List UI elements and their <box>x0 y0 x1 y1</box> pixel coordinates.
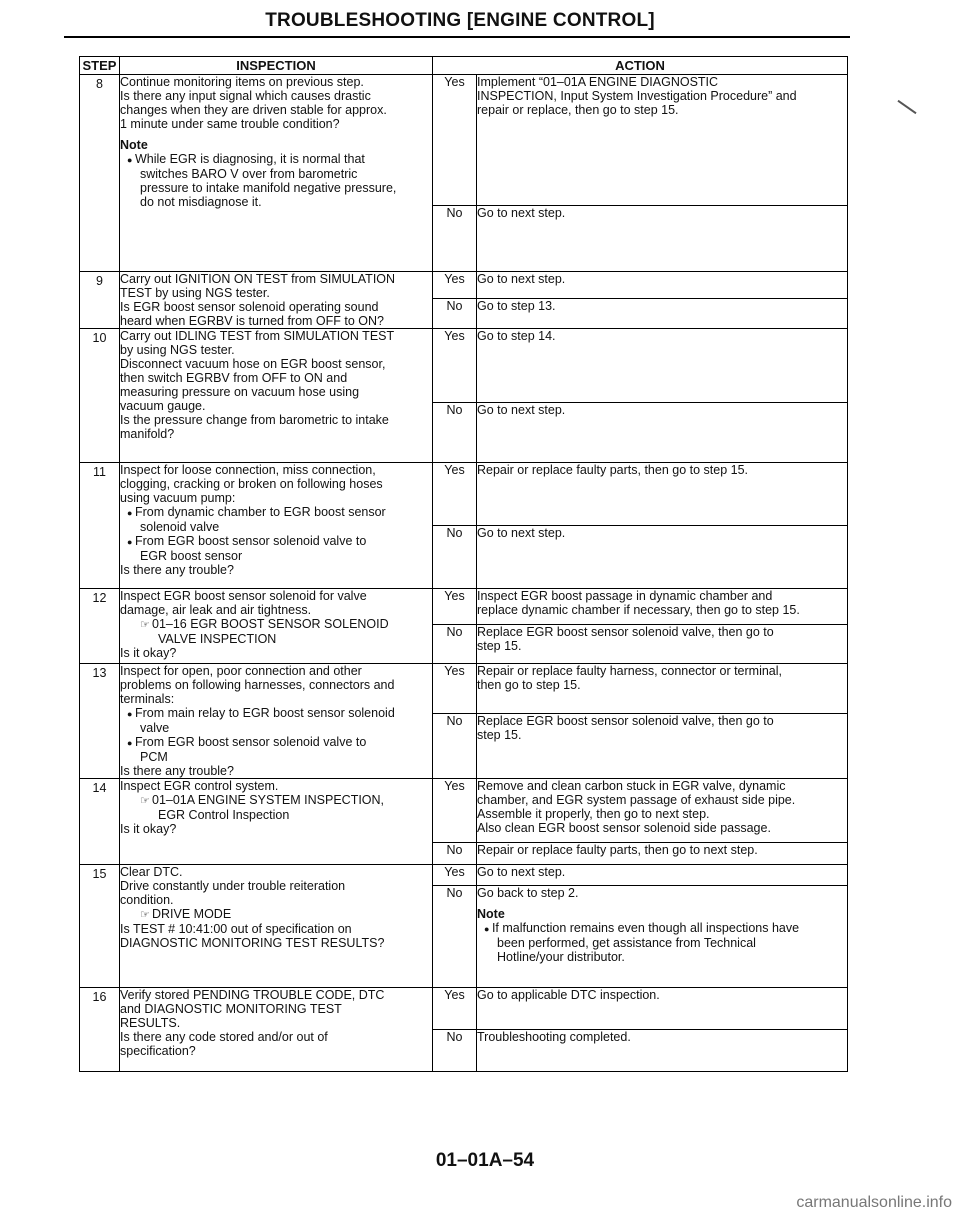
inspection-question: Is TEST # 10:41:00 out of specification on <box>120 922 352 936</box>
no-cell: No <box>433 843 477 865</box>
table-row <box>80 664 848 714</box>
yes-cell: Yes <box>433 272 477 299</box>
table-body <box>80 75 848 1072</box>
bullet-item <box>120 505 432 520</box>
action-line: Repair or replace faulty parts, then go to next step. <box>477 843 758 857</box>
inspection-line: and DIAGNOSTIC MONITORING TEST <box>120 1002 342 1016</box>
action-line: then go to step 15. <box>477 678 581 692</box>
inspection-line: Carry out IDLING TEST from SIMULATION TEST <box>120 329 395 343</box>
table-row <box>80 272 848 299</box>
inspection-cell <box>120 329 433 463</box>
inspection-question: Is there any trouble? <box>120 764 234 778</box>
step-number: 8 <box>96 77 103 91</box>
inspection-cell <box>120 589 433 664</box>
yes-action-cell <box>477 329 848 403</box>
note-bullet-text: While EGR is diagnosing, it is normal that <box>134 152 365 166</box>
step-cell <box>80 988 120 1072</box>
yes-action-cell <box>477 589 848 625</box>
inspection-cell <box>120 779 433 865</box>
inspection-line: Inspect EGR boost sensor solenoid for valve <box>120 589 367 603</box>
reference-line-cont: VALVE INSPECTION <box>158 632 277 646</box>
inspection-line: terminals: <box>120 692 175 706</box>
note-bullet-cont: pressure to intake manifold negative pressure, <box>140 181 397 195</box>
step-cell <box>80 779 120 865</box>
bullet-cont: valve <box>140 721 170 735</box>
bullet-dot-icon: ● <box>484 924 492 934</box>
bullet-text: From dynamic chamber to EGR boost sensor <box>134 505 386 519</box>
action-line: Repair or replace faulty parts, then go to step 15. <box>477 463 748 477</box>
note-bullet <box>120 152 432 167</box>
note-heading: Note <box>477 907 505 921</box>
bullet-dot-icon: ● <box>127 508 135 518</box>
yes-action-cell <box>477 75 848 206</box>
no-action-cell <box>477 1030 848 1072</box>
no-action-cell <box>477 625 848 664</box>
action-line: Remove and clean carbon stuck in EGR valve, dynamic <box>477 779 786 793</box>
action-line: Assemble it properly, then go to next step. <box>477 807 710 821</box>
yes-cell: Yes <box>433 664 477 714</box>
reference-line <box>120 793 432 808</box>
step-cell <box>80 75 120 272</box>
action-line: Also clean EGR boost sensor solenoid side passage. <box>477 821 771 835</box>
no-cell: No <box>433 886 477 988</box>
no-cell: No <box>433 713 477 778</box>
action-line: Go to step 13. <box>477 298 556 313</box>
inspection-line: heard when EGRBV is turned from OFF to ON? <box>120 314 384 328</box>
no-action-cell <box>477 526 848 589</box>
header-action: ACTION <box>433 57 848 75</box>
bullet-text: From EGR boost sensor solenoid valve to <box>134 534 367 548</box>
bullet-dot-icon: ● <box>127 155 135 165</box>
yes-cell: Yes <box>433 329 477 403</box>
action-line: INSPECTION, Input System Investigation Procedure” and <box>477 89 797 103</box>
note-bullet <box>477 921 847 936</box>
note-heading: Note <box>120 138 148 152</box>
action-line: Repair or replace faulty harness, connector or terminal, <box>477 664 783 678</box>
reference-text: 01–16 EGR BOOST SENSOR SOLENOID <box>152 617 389 631</box>
action-line: Go to next step. <box>477 206 566 220</box>
inspection-line: TEST by using NGS tester. <box>120 286 270 300</box>
page-number: 01–01A–54 <box>435 1150 535 1171</box>
note-bullet-cont: been performed, get assistance from Technical <box>497 936 756 950</box>
yes-action-cell <box>477 463 848 526</box>
yes-action-cell <box>477 865 848 886</box>
no-action-cell <box>477 298 848 328</box>
inspection-question: Is it okay? <box>120 646 177 660</box>
inspection-line: clogging, cracking or broken on following hoses <box>120 477 383 491</box>
table-header-row <box>80 57 848 75</box>
inspection-line: using vacuum pump: <box>120 491 236 505</box>
inspection-line: Disconnect vacuum hose on EGR boost sensor, <box>120 357 386 371</box>
inspection-line: specification? <box>120 1044 196 1058</box>
no-action-cell <box>477 206 848 272</box>
no-cell: No <box>433 526 477 589</box>
reference-arrow-icon: ☞ <box>140 909 150 921</box>
inspection-cell <box>120 865 433 988</box>
no-action-cell <box>477 713 848 778</box>
inspection-line: by using NGS tester. <box>120 343 235 357</box>
step-number: 11 <box>93 465 106 479</box>
inspection-line: Is EGR boost sensor solenoid operating sound <box>120 300 379 314</box>
yes-action-cell <box>477 664 848 714</box>
inspection-line: Inspect EGR control system. <box>120 779 279 793</box>
table-row <box>80 988 848 1030</box>
yes-action-cell <box>477 988 848 1030</box>
header-step: STEP <box>80 57 120 75</box>
action-line: repair or replace, then go to step 15. <box>477 103 679 117</box>
inspection-line: Is there any code stored and/or out of <box>120 1030 328 1044</box>
yes-action-cell <box>477 779 848 843</box>
table-row <box>80 779 848 843</box>
action-line: chamber, and EGR system passage of exhaust side pipe. <box>477 793 796 807</box>
action-line: Go back to step 2. <box>477 886 579 900</box>
step-cell <box>80 664 120 779</box>
reference-line-cont: EGR Control Inspection <box>158 808 290 822</box>
inspection-line: changes when they are driven stable for approx. <box>120 103 387 117</box>
step-number: 12 <box>92 591 107 605</box>
bullet-dot-icon: ● <box>127 709 135 719</box>
yes-cell: Yes <box>433 463 477 526</box>
inspection-line: damage, air leak and air tightness. <box>120 603 312 617</box>
inspection-line: Is the pressure change from barometric to intake <box>120 413 389 427</box>
inspection-line: condition. <box>120 893 174 907</box>
inspection-line: Carry out IGNITION ON TEST from SIMULATION <box>120 272 396 286</box>
no-cell: No <box>433 206 477 272</box>
reference-arrow-icon: ☞ <box>140 795 150 807</box>
bullet-item <box>120 706 432 721</box>
action-line: step 15. <box>477 727 522 742</box>
troubleshooting-table <box>79 56 848 1072</box>
step-number: 16 <box>92 990 107 1004</box>
reference-line <box>120 617 432 632</box>
action-line: step 15. <box>477 639 522 653</box>
no-cell: No <box>433 1030 477 1072</box>
yes-cell: Yes <box>433 75 477 206</box>
step-cell <box>80 329 120 463</box>
action-line: Inspect EGR boost passage in dynamic chamber and <box>477 589 773 603</box>
bullet-cont: EGR boost sensor <box>140 549 243 563</box>
watermark: carmanualsonline.info <box>796 1194 952 1211</box>
action-line: Go to applicable DTC inspection. <box>477 988 660 1002</box>
inspection-line: vacuum gauge. <box>120 399 206 413</box>
reference-text: DRIVE MODE <box>152 907 232 921</box>
inspection-line: Continue monitoring items on previous step. <box>120 75 364 89</box>
note-bullet-cont: Hotline/your distributor. <box>497 950 625 964</box>
reference-arrow-icon: ☞ <box>140 619 150 631</box>
no-cell: No <box>433 298 477 328</box>
action-line: Go to step 14. <box>477 329 556 343</box>
inspection-cell <box>120 463 433 589</box>
action-line: Replace EGR boost sensor solenoid valve, then go to <box>477 713 774 728</box>
no-action-cell <box>477 886 848 988</box>
title-rule <box>64 36 850 38</box>
inspection-line: RESULTS. <box>120 1016 181 1030</box>
inspection-line: then switch EGRBV from OFF to ON and <box>120 371 348 385</box>
bullet-item <box>120 534 432 549</box>
bullet-cont: PCM <box>140 750 168 764</box>
bullet-dot-icon: ● <box>127 738 135 748</box>
table-row <box>80 75 848 206</box>
inspection-line: measuring pressure on vacuum hose using <box>120 385 360 399</box>
action-line: replace dynamic chamber if necessary, then go to step 15. <box>477 603 800 617</box>
step-cell <box>80 272 120 329</box>
inspection-cell <box>120 988 433 1072</box>
inspection-cell <box>120 664 433 779</box>
step-cell <box>80 463 120 589</box>
table-row <box>80 329 848 403</box>
bullet-dot-icon: ● <box>127 537 135 547</box>
step-number: 15 <box>92 867 107 881</box>
inspection-question: DIAGNOSTIC MONITORING TEST RESULTS? <box>120 936 385 950</box>
inspection-line: problems on following harnesses, connectors and <box>120 678 395 692</box>
step-number: 13 <box>92 666 107 680</box>
yes-cell: Yes <box>433 779 477 843</box>
step-cell <box>80 865 120 988</box>
header-inspection: INSPECTION <box>120 57 433 75</box>
bullet-cont: solenoid valve <box>140 520 220 534</box>
page-title: TROUBLESHOOTING [ENGINE CONTROL] <box>265 10 655 31</box>
yes-action-cell <box>477 272 848 299</box>
table-row <box>80 589 848 625</box>
reference-text: 01–01A ENGINE SYSTEM INSPECTION, <box>152 793 385 807</box>
scan-mark <box>897 100 916 114</box>
note-bullet-text: If malfunction remains even though all inspections have <box>491 921 800 935</box>
step-number: 10 <box>92 331 107 345</box>
action-line: Troubleshooting completed. <box>477 1030 631 1044</box>
yes-cell: Yes <box>433 865 477 886</box>
yes-cell: Yes <box>433 589 477 625</box>
yes-cell: Yes <box>433 988 477 1030</box>
note-bullet-cont: switches BARO V over from barometric <box>140 167 358 181</box>
step-number: 9 <box>96 274 103 288</box>
action-line: Go to next step. <box>477 272 566 286</box>
note-bullet-cont: do not misdiagnose it. <box>140 195 262 209</box>
bullet-text: From EGR boost sensor solenoid valve to <box>134 735 367 749</box>
inspection-line: Is there any input signal which causes drastic <box>120 89 371 103</box>
action-line: Go to next step. <box>477 403 566 417</box>
action-line: Replace EGR boost sensor solenoid valve, then go to <box>477 625 774 639</box>
action-line: Implement “01–01A ENGINE DIAGNOSTIC <box>477 75 719 89</box>
inspection-line: Verify stored PENDING TROUBLE CODE, DTC <box>120 988 385 1002</box>
bullet-item <box>120 735 432 750</box>
bullet-text: From main relay to EGR boost sensor solenoid <box>134 706 395 720</box>
no-cell: No <box>433 625 477 664</box>
inspection-line: manifold? <box>120 427 175 441</box>
inspection-line: Inspect for open, poor connection and other <box>120 664 362 678</box>
inspection-line: Drive constantly under trouble reiteration <box>120 879 346 893</box>
table-row <box>80 865 848 886</box>
action-line: Go to next step. <box>477 526 566 540</box>
table-row <box>80 463 848 526</box>
no-action-cell <box>477 403 848 463</box>
inspection-cell <box>120 272 433 329</box>
reference-line <box>120 907 432 922</box>
action-line: Go to next step. <box>477 865 566 879</box>
no-cell: No <box>433 403 477 463</box>
no-action-cell <box>477 843 848 865</box>
inspection-line: 1 minute under same trouble condition? <box>120 117 340 131</box>
inspection-question: Is there any trouble? <box>120 563 234 577</box>
step-number: 14 <box>92 781 107 795</box>
step-cell <box>80 589 120 664</box>
inspection-line: Clear DTC. <box>120 865 183 879</box>
inspection-cell <box>120 75 433 272</box>
inspection-line: Inspect for loose connection, miss connection, <box>120 463 376 477</box>
inspection-question: Is it okay? <box>120 822 177 836</box>
